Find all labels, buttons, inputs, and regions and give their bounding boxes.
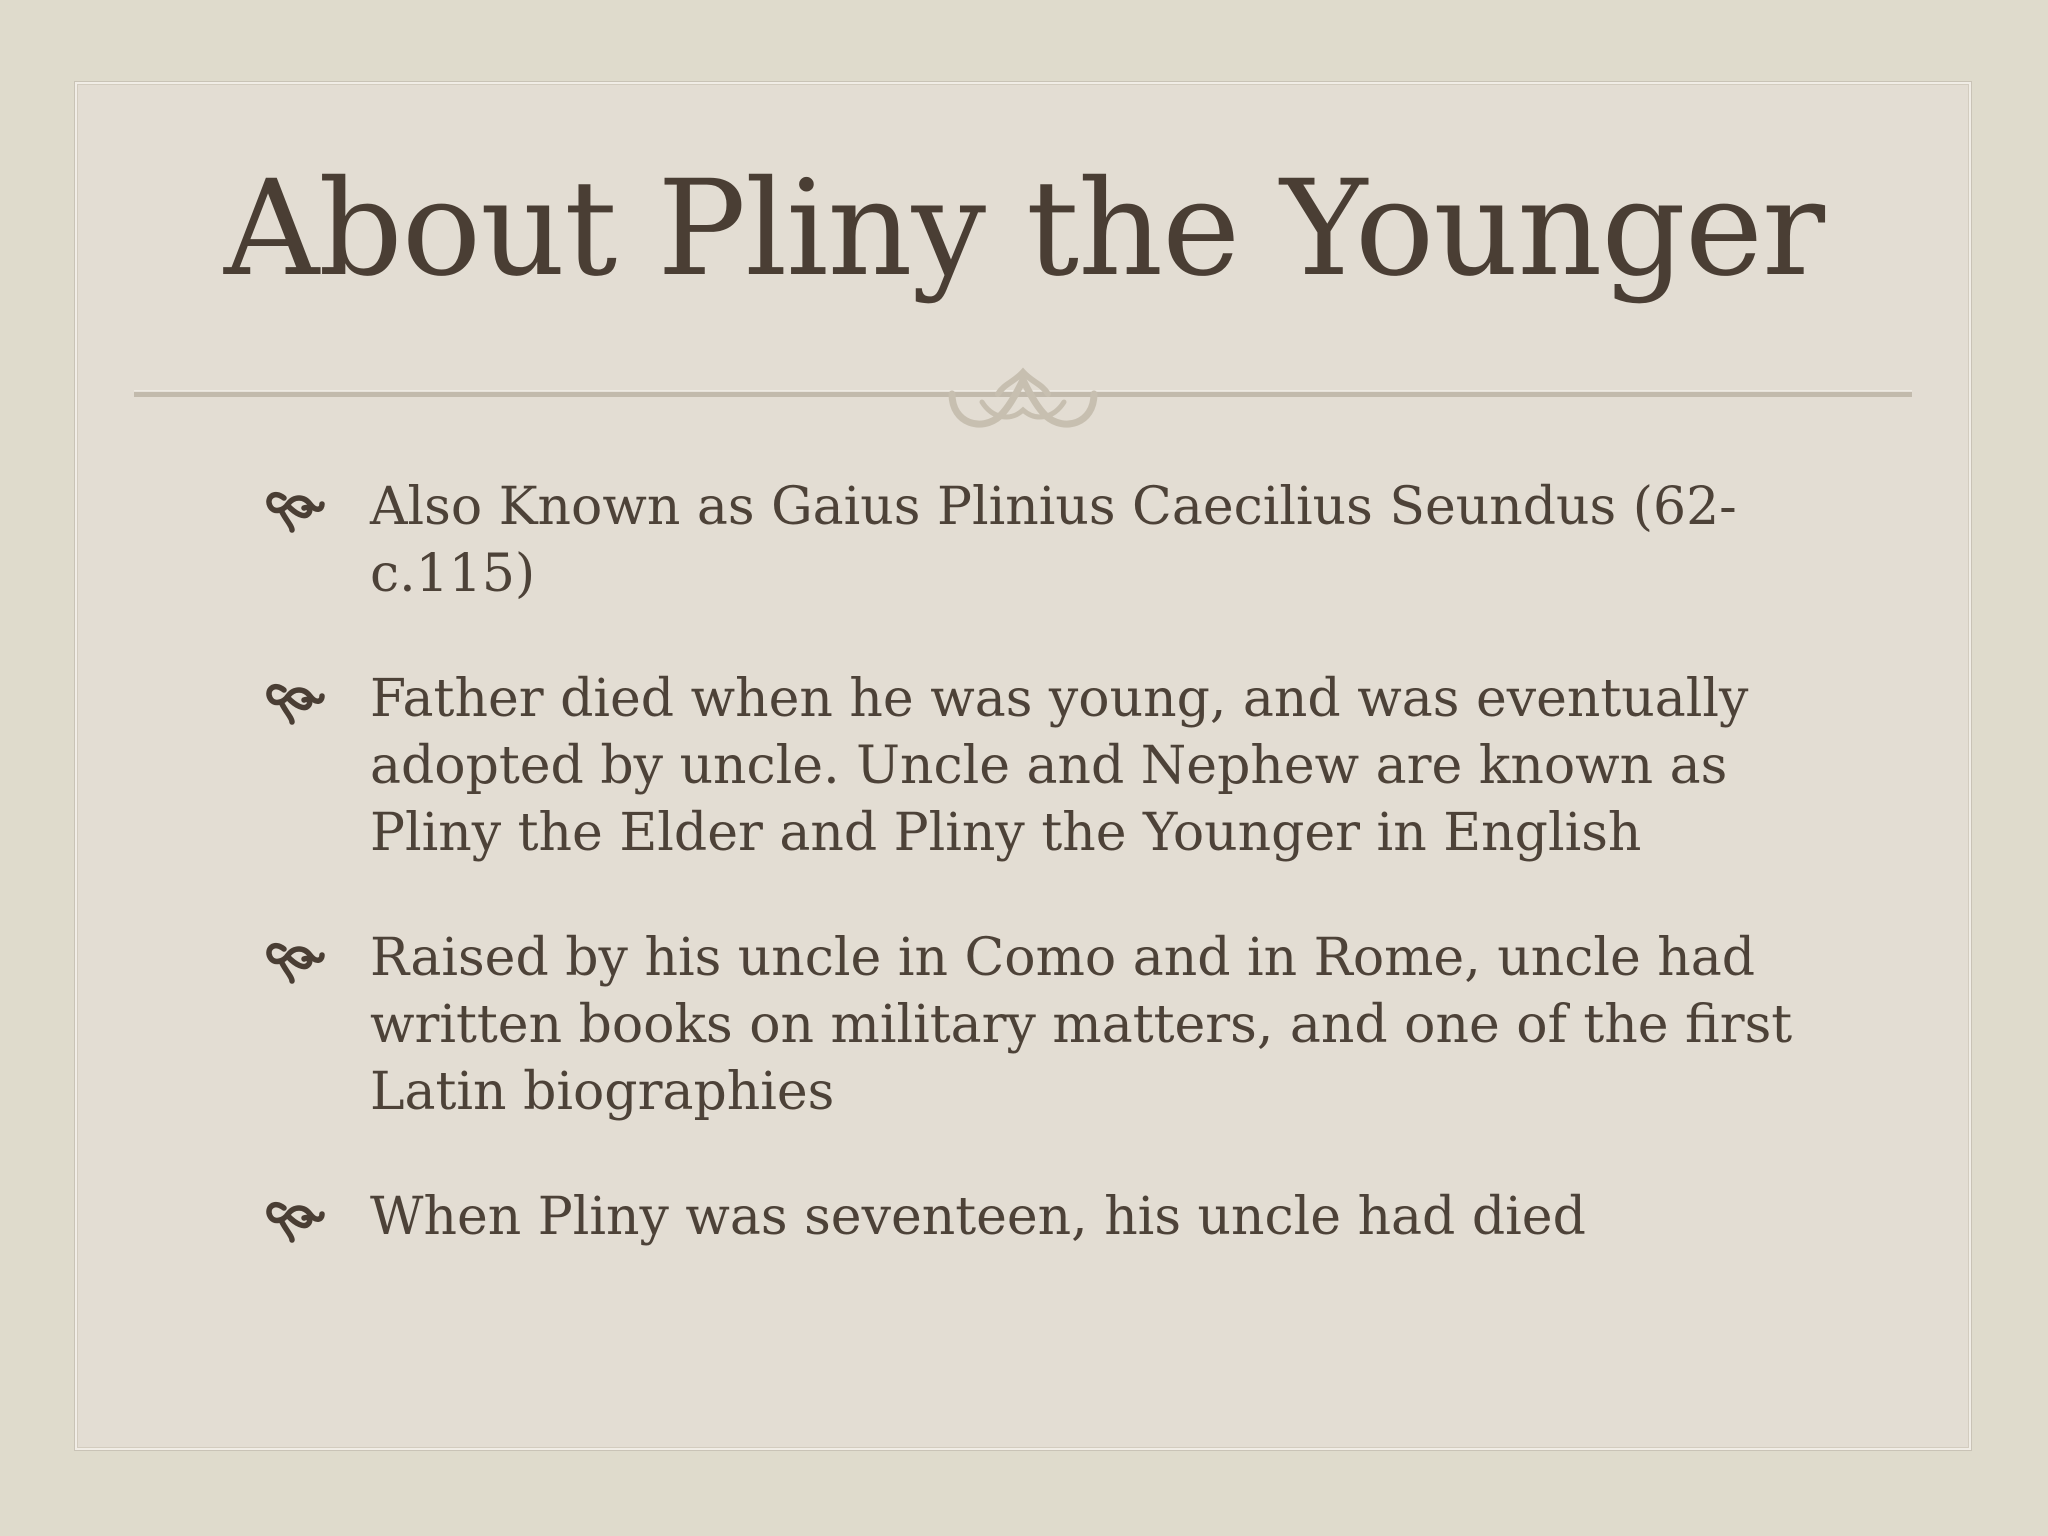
bullet-item [262, 474, 1822, 608]
fleuron-icon [262, 484, 326, 534]
ornamental-divider [134, 362, 1912, 452]
bullet-item [262, 666, 1822, 867]
bullet-item [262, 925, 1822, 1126]
divider-ornament-icon [952, 372, 1094, 424]
bullet-text: Raised by his uncle in Como and in Rome, uncle had written books on military matters, and one of the first Latin biographies [370, 928, 1793, 1122]
fleuron-icon [262, 1194, 326, 1244]
bullet-text: When Pliny was seventeen, his uncle had died [370, 1187, 1586, 1247]
fleuron-icon [262, 935, 326, 985]
bullet-text: Also Known as Gaius Plinius Caecilius Seundus (62-c.115) [370, 477, 1737, 604]
bullet-list [262, 474, 1822, 1309]
bullet-text: Father died when he was young, and was eventually adopted by uncle. Uncle and Nephew are known as Pliny the Elder and Pliny the Younger in English [370, 669, 1749, 863]
fleuron-icon [262, 676, 326, 726]
slide-title: About Pliny the Younger [223, 152, 1825, 306]
bullet-item [262, 1184, 1822, 1251]
